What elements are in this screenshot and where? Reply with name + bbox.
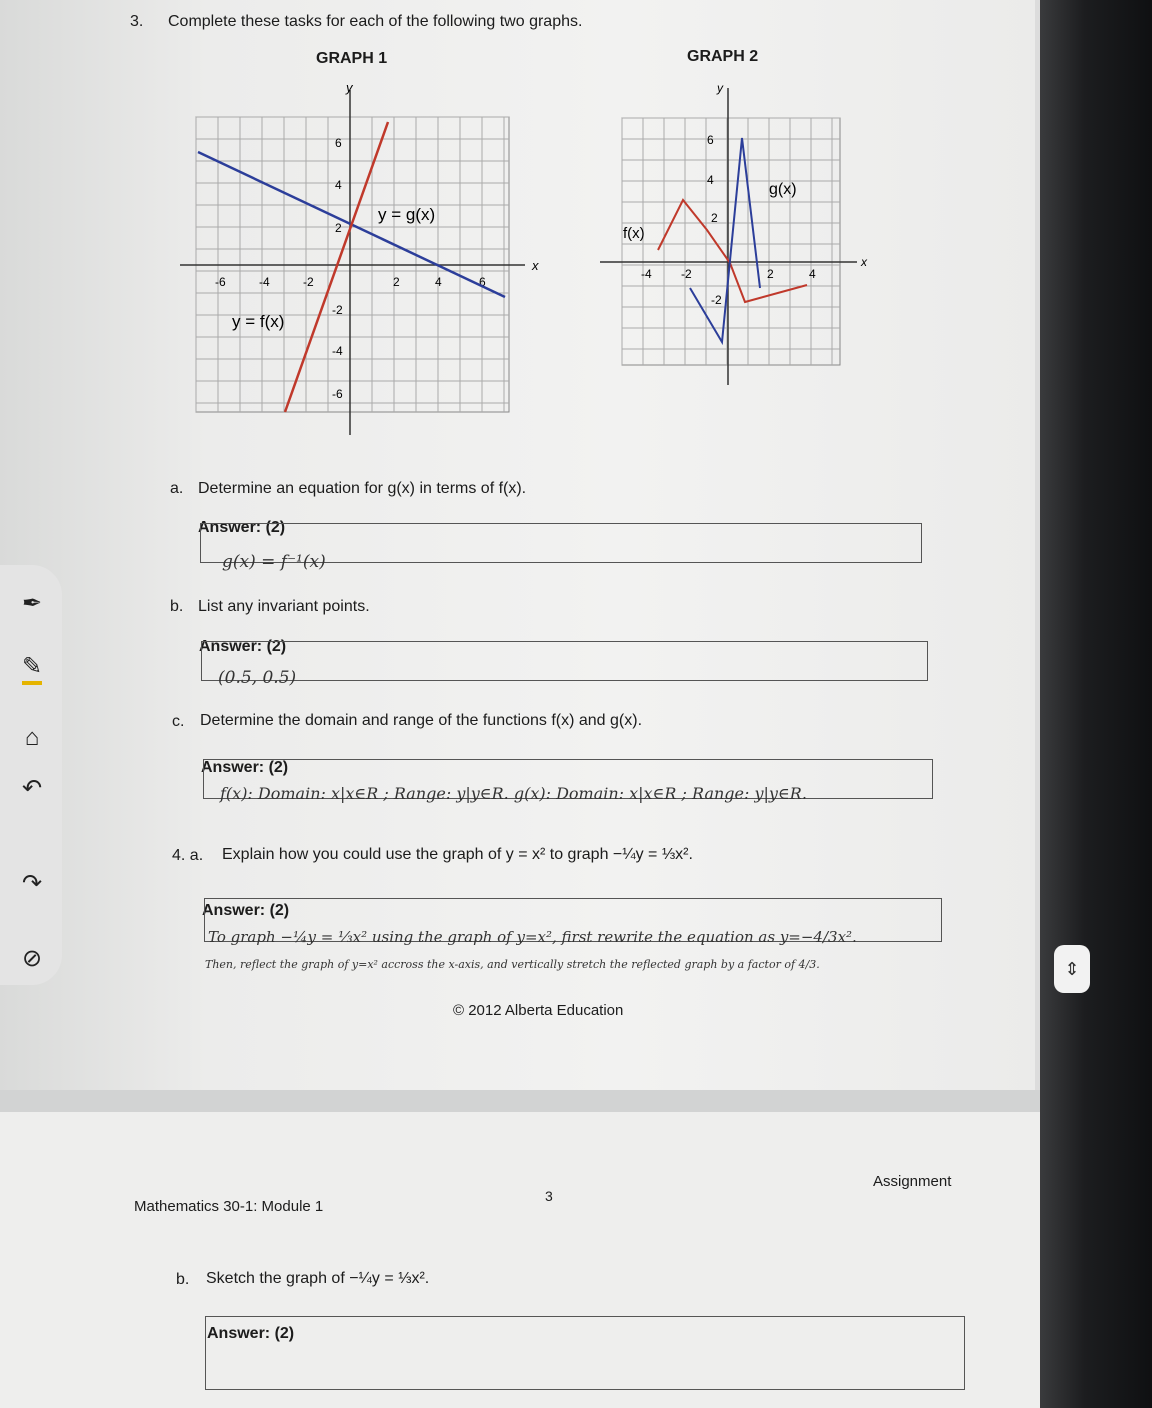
answer-b-text: (0.5, 0.5) <box>218 668 297 688</box>
y-tick: 6 <box>335 136 342 150</box>
highlighter-tool[interactable] <box>14 650 50 686</box>
answer-label: Answer: (2) <box>198 519 286 536</box>
part-c-label: c. <box>172 713 185 730</box>
footer-type: Assignment <box>873 1173 952 1190</box>
graph2-x-label: x <box>861 255 867 269</box>
y-tick: 4 <box>335 178 342 192</box>
question-number: 3. <box>130 13 144 30</box>
part-c-text: Determine the domain and range of the functions f(x) and g(x). <box>200 712 643 729</box>
x-tick: 4 <box>435 275 442 289</box>
graph1 <box>170 80 550 440</box>
x-tick: 4 <box>809 267 816 281</box>
answer-c-text: f(x): Domain: x|x∈R ; Range: y|y∈R. g(x): Domain: x|x∈R ; Range: y|y∈R. <box>220 784 807 803</box>
footer-course: Mathematics 30-1: Module 1 <box>134 1198 324 1215</box>
y-tick: -6 <box>332 387 343 401</box>
y-tick: -4 <box>332 344 343 358</box>
scroll-handle[interactable] <box>1054 945 1090 993</box>
y-tick: 4 <box>707 173 714 187</box>
part-a-label: a. <box>170 480 184 497</box>
chevron-up-down-icon: ⇕ <box>1064 958 1080 979</box>
graph1-title: GRAPH 1 <box>316 50 388 67</box>
part-b-text: List any invariant points. <box>198 598 370 615</box>
q4a-label: 4. a. <box>172 847 204 864</box>
y-tick: 6 <box>707 133 714 147</box>
y-tick: 2 <box>711 211 718 225</box>
question-prompt: Complete these tasks for each of the following two graphs. <box>168 13 583 30</box>
copyright: © 2012 Alberta Education <box>453 1002 624 1019</box>
answer-a-text: g(x) = f⁻¹(x) <box>222 552 326 572</box>
redo-icon: ↷ <box>21 869 43 897</box>
answer-4a-line2: Then, reflect the graph of y=x² accross the x-axis, and vertically stretch the reflected graph by a factor of 4/3. <box>205 958 820 971</box>
tablet-bezel <box>1040 0 1152 1408</box>
g-graph-label: g(x) <box>769 181 797 198</box>
part-b-label: b. <box>170 598 184 615</box>
y-tick: -2 <box>711 293 722 307</box>
q4a-text: Explain how you could use the graph of y = x² to graph −¼y = ⅓x². <box>222 846 693 863</box>
eye-slash-icon: ⊘ <box>21 944 43 972</box>
graph2 <box>595 80 885 390</box>
eraser-icon: ⌂ <box>24 724 40 751</box>
undo-icon: ↶ <box>21 774 43 802</box>
q4b-text: Sketch the graph of −¼y = ⅓x². <box>206 1270 430 1287</box>
hide-markup-button[interactable] <box>14 940 50 976</box>
page-gap <box>0 1090 1060 1112</box>
y-tick: 2 <box>335 221 342 235</box>
answer-4a-line1: To graph −¼y = ⅓x² using the graph of y=x², first rewrite the equation as y=−4/3x². <box>208 928 857 946</box>
annotation-toolbar <box>0 565 62 985</box>
answer-box-4b[interactable] <box>205 1316 965 1390</box>
x-tick: -4 <box>641 267 652 281</box>
eraser-tool[interactable] <box>14 720 50 756</box>
answer-label: Answer: (2) <box>202 902 290 919</box>
answer-label: Answer: (2) <box>199 638 287 655</box>
redo-button[interactable] <box>14 865 50 901</box>
x-tick: 2 <box>767 267 774 281</box>
x-tick: -4 <box>259 275 270 289</box>
f-of-x-graph <box>658 200 807 302</box>
footer-page-number: 3 <box>545 1188 553 1204</box>
undo-button[interactable] <box>14 770 50 806</box>
x-tick: -6 <box>215 275 226 289</box>
x-tick: 2 <box>393 275 400 289</box>
x-tick: 6 <box>479 275 486 289</box>
y-tick: -2 <box>332 303 343 317</box>
f-graph-label: f(x) <box>623 225 645 242</box>
pen-tool[interactable] <box>14 585 50 621</box>
g-line-label: y = g(x) <box>378 205 436 224</box>
answer-label: Answer: (2) <box>207 1325 295 1342</box>
highlighter-icon: ✎ <box>22 652 42 685</box>
graph1-x-label: x <box>532 258 539 273</box>
graph1-y-label: y <box>346 80 353 95</box>
graph2-title: GRAPH 2 <box>687 48 759 65</box>
f-line-label: y = f(x) <box>232 312 285 331</box>
answer-box-b[interactable] <box>201 641 928 681</box>
answer-label: Answer: (2) <box>201 759 289 776</box>
pen-icon: ✒ <box>21 589 43 617</box>
x-tick: -2 <box>303 275 314 289</box>
part-a-text: Determine an equation for g(x) in terms of f(x). <box>198 480 527 497</box>
graph2-y-label: y <box>717 81 723 95</box>
g-of-x-graph <box>690 138 760 342</box>
x-tick: -2 <box>681 267 692 281</box>
q4b-label: b. <box>176 1271 190 1288</box>
f-of-x-line <box>285 122 388 412</box>
